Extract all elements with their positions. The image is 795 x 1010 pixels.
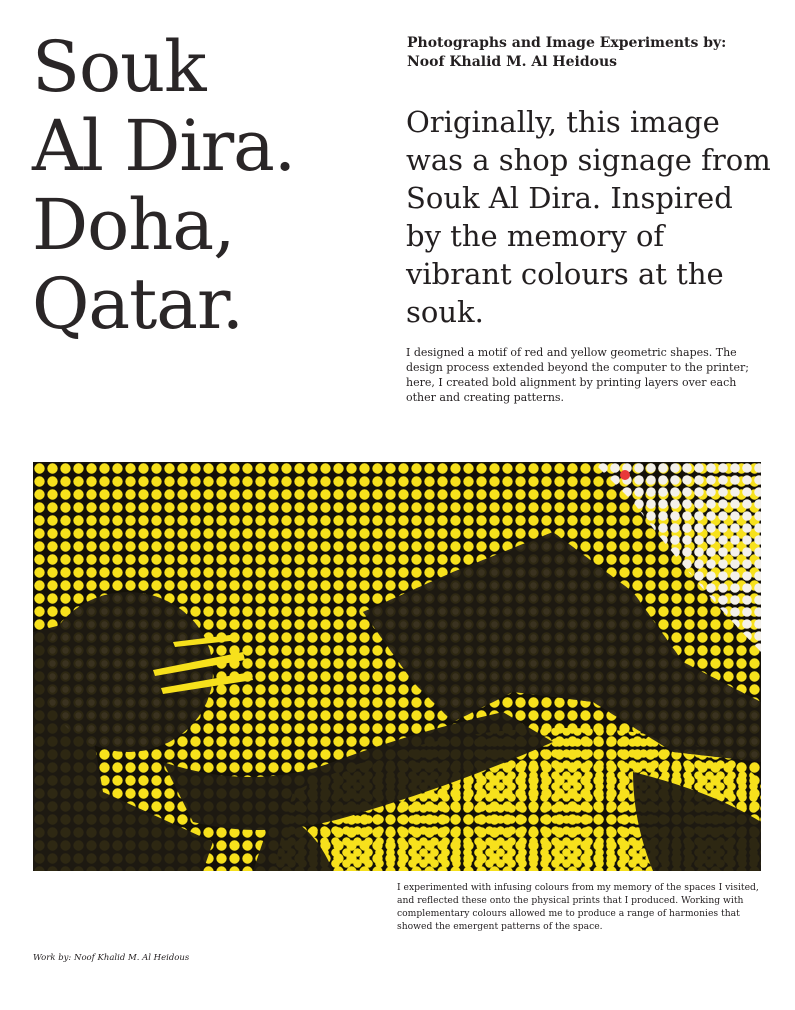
- credit-heading: [407, 34, 767, 72]
- title-line-3: Doha,: [32, 184, 235, 266]
- lead-paragraph: Originally, this image was a shop signage from Souk Al Dira. Inspired by the memory of vibrant colours at the souk.: [406, 105, 771, 329]
- work-credit: Work by: Noof Khalid M. Al Heidous: [33, 953, 190, 963]
- photo-caption: I experimented with infusing colours from my memory of the spaces I visited, and reflected these onto the physical prints that I produced. Working with complementary colours allowed me to produce a range of harmonies that showed the emergent patterns of the space.: [397, 882, 759, 932]
- title-line-4: Qatar.: [32, 263, 244, 345]
- credit-line-1: Photographs and Image Experiments by:: [407, 35, 727, 51]
- title-line-1: Souk: [32, 26, 206, 108]
- halftone-photo: [33, 462, 761, 871]
- body-paragraph: I designed a motif of red and yellow geometric shapes. The design process extended beyond the computer to the printer; here, I created bold alignment by printing layers over each other and creating patterns.: [406, 346, 749, 404]
- credit-line-2: Noof Khalid M. Al Heidous: [407, 54, 618, 70]
- page-title: [32, 28, 372, 344]
- title-line-2: Al Dira.: [32, 105, 296, 187]
